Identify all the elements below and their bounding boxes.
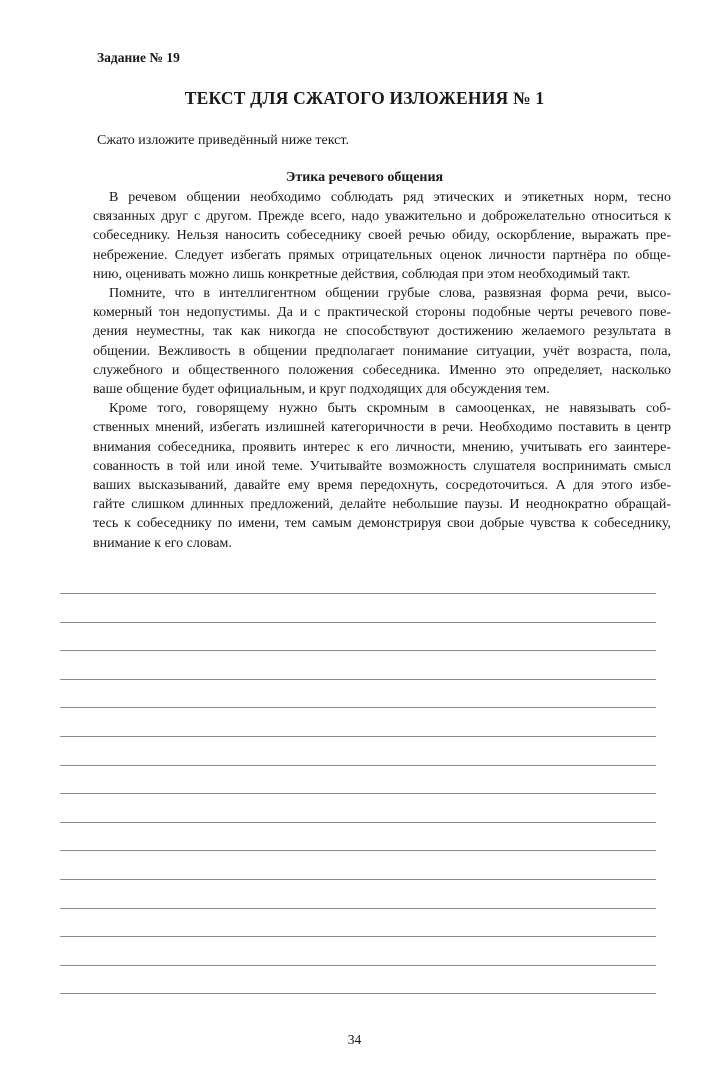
text-line: ственных мнений, избегать излишней категоричности в речи. Необходимо поставить в центр [93, 420, 671, 436]
text-line: сованность в той или иной теме. Учитывайте возможность слушателя воспринимать смысл [93, 458, 671, 474]
writing-line [60, 765, 656, 766]
text-line: ваших высказываний, давайте ему время передохнуть, сосредоточиться. А для этого избе- [93, 478, 671, 494]
text-line: комерный тон недопустимы. Да и с практической стороны подобные черты речевого пове- [93, 305, 671, 321]
writing-line [60, 850, 656, 851]
paragraph-1 [93, 188, 671, 284]
text-line: гайте слишком длинных предложений, делайте небольшие паузы. И неоднократно обращай- [93, 497, 671, 513]
page-number: 34 [347, 1032, 362, 1047]
paragraph-3 [93, 399, 671, 553]
instruction-text: Сжато изложите приведённый ниже текст. [97, 133, 349, 148]
text-line: Кроме того, говорящему нужно быть скромным в самооценках, не навязывать соб- [109, 401, 671, 417]
writing-line [60, 793, 656, 794]
writing-line [60, 679, 656, 680]
text-line: Помните, что в интеллигентном общении грубые слова, развязная форма речи, высо- [109, 286, 671, 302]
text-line: внимания собеседника, проявить интерес к его личности, мнению, учитывать его заинтере- [93, 439, 671, 455]
writing-line [60, 965, 656, 966]
article-title: Этика речевого общения [285, 170, 444, 185]
text-line: служебного и общественного положения собеседника. Именно это определяет, насколько [93, 362, 671, 378]
writing-line [60, 908, 656, 909]
text-line: общении. Вежливость в общении предполагает понимание ситуации, учёт возраста, пола, [93, 343, 671, 359]
writing-line [60, 707, 656, 708]
page-title: ТЕКСТ ДЛЯ СЖАТОГО ИЗЛОЖЕНИЯ № 1 [184, 88, 545, 108]
writing-line [60, 822, 656, 823]
task-label: Задание № 19 [97, 50, 180, 65]
text-line: собеседнику. Нельзя наносить собеседнику своей речью обиду, оскорбление, выражать пре- [93, 228, 671, 244]
writing-line [60, 650, 656, 651]
text-line: ваше общение будет официальным, и круг подходящих для обсуждения тем. [93, 382, 550, 398]
answer-writing-area[interactable] [60, 593, 656, 1022]
writing-line [60, 593, 656, 594]
writing-line [60, 993, 656, 994]
writing-line [60, 622, 656, 623]
writing-line [60, 736, 656, 737]
text-line: тесь к собеседнику по имени, тем самым демонстрируя свои добрые чувства к собеседнику, [93, 516, 671, 532]
text-line: небрежение. Следует избегать прямых отрицательных оценок личности партнёра по обще- [93, 247, 671, 263]
text-line: дения неуместны, так как никогда не способствуют достижению желаемого результата в [93, 324, 671, 340]
paragraph-2 [93, 284, 671, 399]
writing-line [60, 879, 656, 880]
text-line: нию, оценивать можно лишь конкретные действия, соблюдая при этом необходимый такт. [93, 266, 631, 282]
text-line: связанных друг с другом. Прежде всего, надо уважительно и доброжелательно относиться к [93, 209, 671, 225]
text-line: внимание к его словам. [93, 535, 232, 551]
writing-line [60, 936, 656, 937]
text-line: В речевом общении необходимо соблюдать ряд этических и этикетных норм, тесно [109, 190, 671, 205]
article-body [93, 188, 671, 553]
